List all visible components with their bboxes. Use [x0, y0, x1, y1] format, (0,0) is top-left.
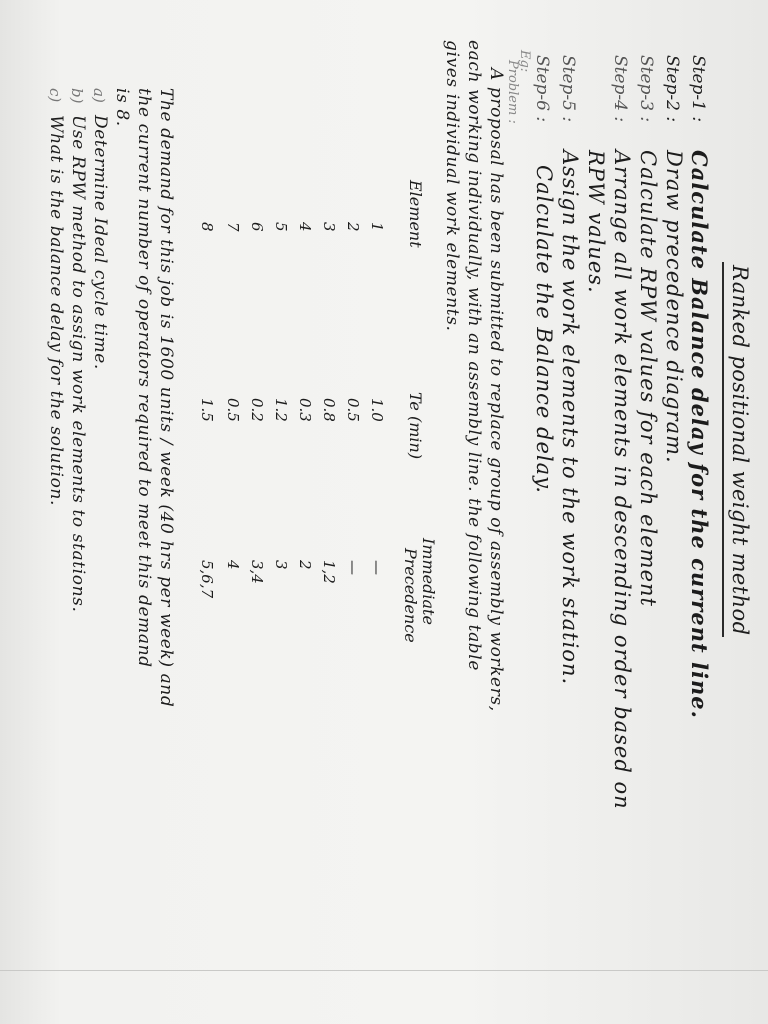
problem-line: A proposal has been submitted to replace group of assembly workers,	[486, 68, 506, 712]
question-text: Determine Ideal cycle time.	[90, 115, 110, 370]
cell-te: 1.5	[198, 398, 216, 422]
cell-precedence: 1,2	[320, 560, 338, 584]
step-text: Calculate the Balance delay.	[532, 165, 556, 494]
question-label: b)	[68, 88, 86, 104]
problem-line: each working individually, with an assembly line. the following table	[464, 40, 484, 671]
cell-element: 7	[224, 222, 242, 232]
step-text: Assign the work elements to the work station.	[558, 150, 582, 686]
cell-precedence: 2	[296, 560, 314, 570]
example-tag: Eg:	[517, 50, 532, 73]
demand-line: the current number of operators required to meet this demand	[134, 88, 154, 668]
step-label: Step-3 :	[636, 55, 656, 123]
step-text: Calculate RPW values for each element	[636, 150, 660, 607]
column-header-element: Element	[406, 180, 425, 248]
step-text: Arrange all work elements in descending order based on	[610, 150, 634, 810]
step-label: Step-5 :	[558, 55, 578, 123]
cell-element: 4	[296, 222, 314, 232]
cell-element: 8	[198, 222, 216, 232]
cell-te: 0.3	[296, 398, 314, 422]
cell-te: 0.5	[344, 398, 362, 422]
cell-precedence: —	[344, 560, 362, 575]
cell-precedence: 5,6,7	[198, 560, 216, 599]
cell-te: 1.2	[272, 398, 290, 422]
page-edge-line	[0, 970, 768, 971]
question-text: What is the balance delay for the solution.	[46, 115, 66, 506]
cell-te: 0.8	[320, 398, 338, 422]
step-label: Step-4 :	[610, 55, 630, 123]
step-text: RPW values.	[584, 150, 608, 294]
cell-te: 0.2	[248, 398, 266, 422]
page-title: Ranked positional weight method	[728, 265, 752, 636]
cell-precedence: —	[368, 560, 386, 575]
problem-line: gives individual work elements.	[442, 40, 462, 332]
column-header-te: Te (min)	[406, 392, 425, 460]
cell-precedence: 4	[224, 560, 242, 570]
cell-precedence: 3,4	[248, 560, 266, 584]
cell-element: 5	[272, 222, 290, 232]
step-label: Step-6 :	[532, 55, 552, 123]
cell-te: 1.0	[368, 398, 386, 422]
step-label: Step-1 :	[688, 55, 708, 123]
question-label: c)	[46, 88, 64, 103]
problem-heading: Problem :	[505, 60, 520, 124]
cell-element: 1	[368, 222, 386, 232]
demand-line: The demand for this job is 1600 units / week (40 hrs per week) and	[156, 88, 176, 708]
step-text: Calculate Balance delay for the current line.	[687, 150, 712, 719]
column-header-precedence: Precedence	[401, 548, 420, 643]
question-text: Use RPW method to assign work elements to stations.	[68, 115, 88, 613]
step-label: Step-2 :	[662, 55, 682, 123]
question-label: a)	[90, 88, 108, 103]
column-header-immediate: Immediate	[419, 538, 438, 625]
title-underline	[722, 262, 724, 637]
cell-element: 2	[344, 222, 362, 232]
step-text: Draw precedence diagram.	[662, 150, 686, 464]
cell-element: 6	[248, 222, 266, 232]
cell-precedence: 3	[272, 560, 290, 570]
demand-line: is 8.	[112, 88, 132, 127]
cell-element: 3	[320, 222, 338, 232]
cell-te: 0.5	[224, 398, 242, 422]
